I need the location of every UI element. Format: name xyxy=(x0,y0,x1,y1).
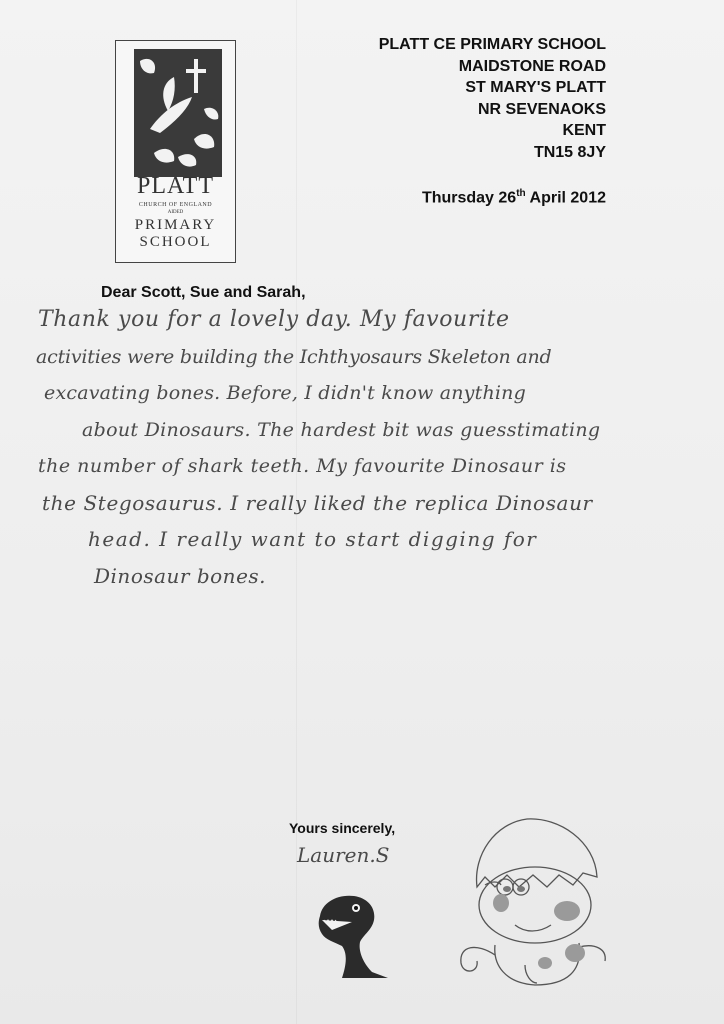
logo-platt-text: PLATT xyxy=(137,173,214,199)
school-logo xyxy=(115,40,236,263)
signature: Lauren.S xyxy=(297,843,390,867)
address-line: TN15 8JY xyxy=(533,143,606,161)
logo-primary-text: PRIMARY xyxy=(134,217,217,233)
address-line: NR SEVENAOKS xyxy=(477,100,606,118)
handwritten-line: head. I really want to start digging for xyxy=(88,527,538,551)
dinosaur-head-icon xyxy=(312,890,394,980)
logo-aided-text: AIDED xyxy=(167,210,184,215)
handwritten-line: about Dinosaurs. The hardest bit was guesstimating xyxy=(82,418,601,441)
handwritten-line: the number of shark teeth. My favourite Dinosaur is xyxy=(38,455,567,477)
school-address xyxy=(379,34,606,163)
date-rest: April 2012 xyxy=(525,189,606,207)
closing: Yours sincerely, xyxy=(289,820,396,836)
handwritten-line: activities were building the Ichthyosaurs Skeleton and xyxy=(36,345,552,368)
date-suffix: th xyxy=(516,188,526,199)
logo-subline-text: CHURCH OF ENGLAND xyxy=(138,202,213,208)
address-line: PLATT CE PRIMARY SCHOOL xyxy=(378,36,606,53)
handwritten-line: the Stegosaurus. I really liked the replica Dinosaur xyxy=(42,490,593,515)
handwritten-line: Dinosaur bones. xyxy=(94,563,267,588)
address-line: ST MARY'S PLATT xyxy=(465,79,606,96)
hatching-dinosaur-drawing-icon xyxy=(455,815,615,995)
greeting: Dear Scott, Sue and Sarah, xyxy=(101,284,306,301)
logo-school-text: SCHOOL xyxy=(139,234,212,250)
letter-date xyxy=(422,188,606,207)
handwritten-letter-body xyxy=(32,302,722,594)
handwritten-line: excavating bones. Before, I didn't know anything xyxy=(44,382,526,404)
address-line: MAIDSTONE ROAD xyxy=(458,57,606,75)
address-line: KENT xyxy=(562,122,606,139)
date-day: Thursday 26 xyxy=(421,189,517,207)
logo-emblem-icon xyxy=(134,49,222,177)
handwritten-line: Thank you for a lovely day. My favourite xyxy=(38,307,510,332)
